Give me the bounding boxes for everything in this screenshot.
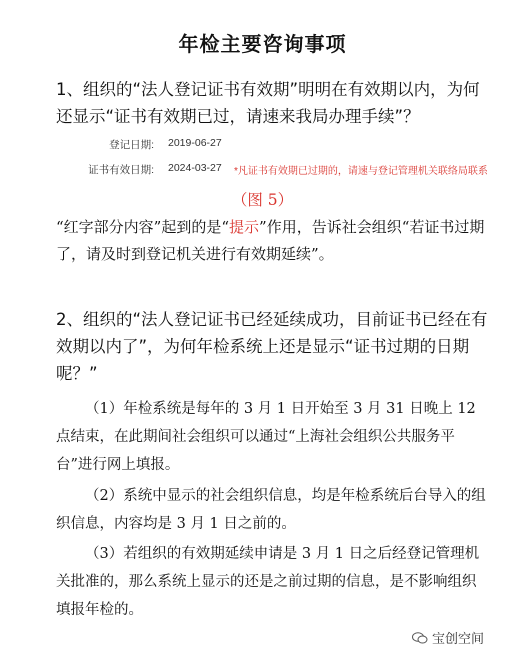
registration-date-value: 2019-06-27: [168, 137, 222, 149]
question-1: 1、组织的“法人登记证书有效期”明明在有效期以内，为何还显示“证书有效期已过，请速来我局办理手续”？: [56, 80, 480, 126]
expired-notice: *凡证书有效期已过期的，请速与登记管理机关联络局联系: [234, 166, 488, 177]
certificate-valid-label: 证书有效日期:: [88, 164, 154, 176]
page-title: 年检主要咨询事项: [178, 32, 347, 56]
answer-1: （1）年检系统是每年的 3 月 1 日开始至 3 月 31 日晚上 12 点结束，在此期间社会组织可以通过“上海社会组织公共服务平台”进行网上填报。: [56, 401, 476, 473]
explanation-paragraph: [56, 214, 486, 268]
watermark: [412, 628, 484, 647]
answer-3: （3）若组织的有效期延续申请是 3 月 1 日之后经登记管理机关批准的，那么系统上显示的还是之前过期的信息，是不影响组织填报年检的。: [56, 546, 480, 618]
explanation-text-2: ”作用，告诉社会组织“若证书过期了，请及时到登记机关进行有效期延续”。: [56, 218, 485, 263]
wechat-icon: [412, 632, 428, 644]
figure-caption: （图 5）: [231, 191, 294, 209]
explanation-text-1: “红字部分内容”起到的是“: [56, 218, 230, 236]
registration-date-label: 登记日期:: [109, 139, 154, 151]
certificate-valid-value: 2024-03-27: [168, 162, 222, 174]
explanation-highlight: 提示: [229, 218, 260, 236]
question-2: 2、组织的“法人登记证书已经延续成功，目前证书已经在有效期以内了”，为何年检系统上还是显示“证书过期的日期呢？”: [56, 310, 488, 383]
watermark-text: 宝创空间: [432, 632, 485, 647]
answer-2: （2）系统中显示的社会组织信息，均是年检系统后台导入的组织信息，内容均是 3 月 1 日之前的。: [56, 488, 486, 532]
